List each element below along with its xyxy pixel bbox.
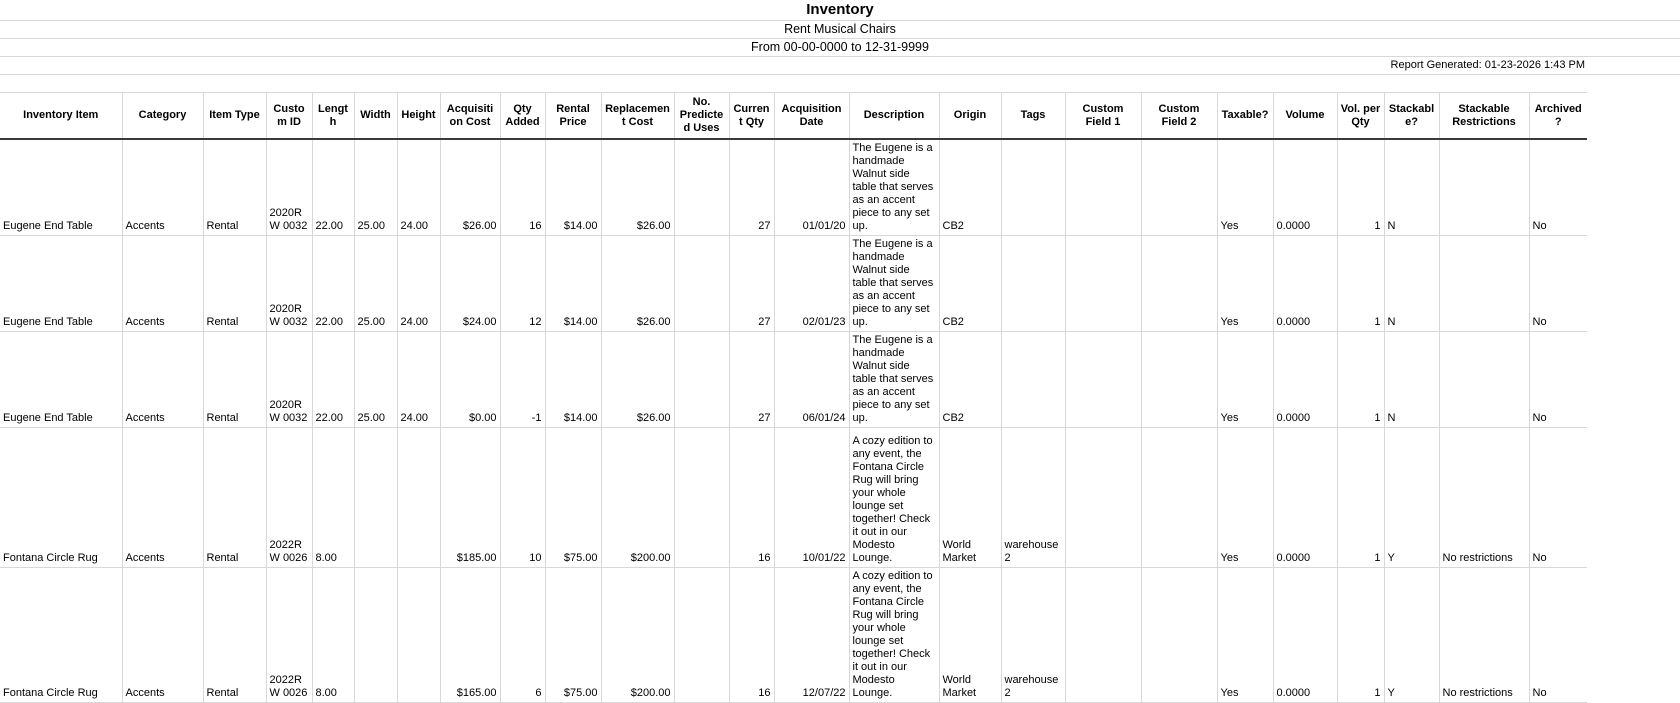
- cell-custom-id: 2022RW 0026: [266, 568, 312, 703]
- cell-stackable: N: [1384, 139, 1439, 236]
- cell-archived: No: [1529, 139, 1587, 236]
- cell-replacement-cost: $200.00: [601, 568, 674, 703]
- column-header-stackable: Stackable?: [1384, 93, 1439, 140]
- column-header-rental-price: Rental Price: [545, 93, 601, 140]
- cell-vol-per-qty: 1: [1337, 428, 1384, 568]
- column-header-vol-per-qty: Vol. per Qty: [1337, 93, 1384, 140]
- cell-custom-id: 2020RW 0032: [266, 139, 312, 236]
- cell-qty-added: 12: [500, 236, 545, 332]
- cell-inventory-item: Fontana Circle Rug: [0, 428, 122, 568]
- column-header-current-qty: Current Qty: [729, 93, 774, 140]
- cell-acquisition-cost: $185.00: [440, 428, 500, 568]
- cell-current-qty: 16: [729, 428, 774, 568]
- cell-custom-field-1: [1065, 428, 1141, 568]
- cell-custom-field-2: [1141, 236, 1217, 332]
- cell-tags: [1001, 236, 1065, 332]
- cell-height: 24.00: [397, 139, 440, 236]
- cell-no-predicted-uses: [674, 332, 729, 428]
- cell-rental-price: $14.00: [545, 332, 601, 428]
- cell-replacement-cost: $26.00: [601, 236, 674, 332]
- cell-description: The Eugene is a handmade Walnut side table that serves as an accent piece to any set up.: [849, 236, 939, 332]
- report-title-row: [0, 0, 1680, 21]
- column-header-qty-added: Qty Added: [500, 93, 545, 140]
- cell-rental-price: $75.00: [545, 428, 601, 568]
- cell-no-predicted-uses: [674, 428, 729, 568]
- cell-tags: [1001, 139, 1065, 236]
- cell-vol-per-qty: 1: [1337, 139, 1384, 236]
- cell-item-type: Rental: [203, 139, 266, 236]
- cell-volume: 0.0000: [1273, 236, 1337, 332]
- column-header-category: Category: [122, 93, 203, 140]
- report-subtitle-row: [0, 21, 1680, 39]
- cell-width: 25.00: [354, 236, 397, 332]
- report-generated-timestamp: Report Generated: 01-23-2026 1:43 PM: [0, 57, 1680, 75]
- table-row: [0, 236, 1587, 332]
- report-range-row: [0, 39, 1680, 57]
- cell-qty-added: -1: [500, 332, 545, 428]
- cell-taxable: Yes: [1217, 332, 1273, 428]
- cell-description: A cozy edition to any event, the Fontana Circle Rug will bring your whole lounge set together! Check it out in our Modesto Lounge.: [849, 568, 939, 703]
- column-header-custom-id: Custom ID: [266, 93, 312, 140]
- cell-length: 8.00: [312, 428, 354, 568]
- table-row: [0, 568, 1587, 703]
- cell-height: [397, 428, 440, 568]
- column-header-no-predicted-uses: No. Predicted Uses: [674, 93, 729, 140]
- cell-qty-added: 16: [500, 139, 545, 236]
- cell-length: 22.00: [312, 139, 354, 236]
- cell-archived: No: [1529, 428, 1587, 568]
- cell-taxable: Yes: [1217, 139, 1273, 236]
- cell-qty-added: 6: [500, 568, 545, 703]
- page-title: Inventory: [806, 1, 874, 18]
- cell-stackable: N: [1384, 236, 1439, 332]
- cell-category: Accents: [122, 236, 203, 332]
- cell-custom-field-1: [1065, 332, 1141, 428]
- cell-taxable: Yes: [1217, 568, 1273, 703]
- cell-origin: World Market: [939, 428, 1001, 568]
- cell-rental-price: $14.00: [545, 236, 601, 332]
- cell-archived: No: [1529, 236, 1587, 332]
- cell-category: Accents: [122, 332, 203, 428]
- cell-acquisition-date: 10/01/22: [774, 428, 849, 568]
- cell-category: Accents: [122, 139, 203, 236]
- spacer: [0, 75, 1680, 92]
- cell-replacement-cost: $26.00: [601, 332, 674, 428]
- column-header-taxable: Taxable?: [1217, 93, 1273, 140]
- cell-stackable: Y: [1384, 568, 1439, 703]
- column-header-origin: Origin: [939, 93, 1001, 140]
- cell-archived: No: [1529, 332, 1587, 428]
- cell-stackable: Y: [1384, 428, 1439, 568]
- cell-no-predicted-uses: [674, 568, 729, 703]
- cell-stackable-restrictions: No restrictions: [1439, 568, 1529, 703]
- cell-acquisition-cost: $26.00: [440, 139, 500, 236]
- cell-height: [397, 568, 440, 703]
- cell-tags: warehouse 2: [1001, 428, 1065, 568]
- cell-taxable: Yes: [1217, 428, 1273, 568]
- cell-custom-field-1: [1065, 568, 1141, 703]
- cell-current-qty: 16: [729, 568, 774, 703]
- cell-height: 24.00: [397, 332, 440, 428]
- cell-length: 22.00: [312, 332, 354, 428]
- cell-custom-field-2: [1141, 139, 1217, 236]
- cell-acquisition-cost: $0.00: [440, 332, 500, 428]
- column-header-description: Description: [849, 93, 939, 140]
- column-header-acquisition-cost: Acquisition Cost: [440, 93, 500, 140]
- cell-width: [354, 428, 397, 568]
- cell-tags: [1001, 332, 1065, 428]
- cell-item-type: Rental: [203, 236, 266, 332]
- cell-stackable-restrictions: [1439, 139, 1529, 236]
- cell-width: 25.00: [354, 139, 397, 236]
- cell-vol-per-qty: 1: [1337, 568, 1384, 703]
- cell-custom-field-1: [1065, 139, 1141, 236]
- cell-acquisition-date: 01/01/20: [774, 139, 849, 236]
- column-header-width: Width: [354, 93, 397, 140]
- cell-volume: 0.0000: [1273, 428, 1337, 568]
- cell-inventory-item: Eugene End Table: [0, 332, 122, 428]
- column-header-tags: Tags: [1001, 93, 1065, 140]
- cell-description: The Eugene is a handmade Walnut side table that serves as an accent piece to any set up.: [849, 332, 939, 428]
- table-row: [0, 428, 1587, 568]
- cell-category: Accents: [122, 568, 203, 703]
- cell-origin: CB2: [939, 236, 1001, 332]
- column-header-stackable-restrictions: Stackable Restrictions: [1439, 93, 1529, 140]
- cell-rental-price: $14.00: [545, 139, 601, 236]
- cell-acquisition-cost: $24.00: [440, 236, 500, 332]
- cell-tags: warehouse 2: [1001, 568, 1065, 703]
- cell-length: 22.00: [312, 236, 354, 332]
- cell-width: [354, 568, 397, 703]
- cell-description: A cozy edition to any event, the Fontana Circle Rug will bring your whole lounge set together! Check it out in our Modesto Lounge.: [849, 428, 939, 568]
- cell-width: 25.00: [354, 332, 397, 428]
- cell-item-type: Rental: [203, 568, 266, 703]
- cell-replacement-cost: $200.00: [601, 428, 674, 568]
- cell-description: The Eugene is a handmade Walnut side table that serves as an accent piece to any set up.: [849, 139, 939, 236]
- cell-inventory-item: Eugene End Table: [0, 139, 122, 236]
- cell-item-type: Rental: [203, 428, 266, 568]
- column-header-inventory-item: Inventory Item: [23, 109, 99, 121]
- cell-vol-per-qty: 1: [1337, 332, 1384, 428]
- cell-inventory-item: Eugene End Table: [0, 236, 122, 332]
- cell-volume: 0.0000: [1273, 568, 1337, 703]
- report-date-range: From 00-00-0000 to 12-31-9999: [751, 40, 929, 54]
- cell-length: 8.00: [312, 568, 354, 703]
- cell-rental-price: $75.00: [545, 568, 601, 703]
- inventory-table: [0, 92, 1587, 703]
- cell-inventory-item: Fontana Circle Rug: [0, 568, 122, 703]
- cell-taxable: Yes: [1217, 236, 1273, 332]
- cell-current-qty: 27: [729, 139, 774, 236]
- cell-archived: No: [1529, 568, 1587, 703]
- table-row: [0, 139, 1587, 236]
- column-header-custom-field-1: Custom Field 1: [1065, 93, 1141, 140]
- cell-origin: World Market: [939, 568, 1001, 703]
- cell-custom-field-2: [1141, 428, 1217, 568]
- cell-custom-id: 2022RW 0026: [266, 428, 312, 568]
- cell-stackable-restrictions: No restrictions: [1439, 428, 1529, 568]
- cell-origin: CB2: [939, 139, 1001, 236]
- cell-stackable: N: [1384, 332, 1439, 428]
- cell-current-qty: 27: [729, 332, 774, 428]
- column-header-replacement-cost: Replacement Cost: [601, 93, 674, 140]
- cell-custom-id: 2020RW 0032: [266, 332, 312, 428]
- column-header-length: Length: [312, 93, 354, 140]
- cell-volume: 0.0000: [1273, 332, 1337, 428]
- cell-qty-added: 10: [500, 428, 545, 568]
- header-row: [0, 93, 1587, 140]
- table-row: [0, 332, 1587, 428]
- cell-item-type: Rental: [203, 332, 266, 428]
- report-subtitle: Rent Musical Chairs: [784, 22, 896, 36]
- cell-no-predicted-uses: [674, 236, 729, 332]
- cell-vol-per-qty: 1: [1337, 236, 1384, 332]
- cell-custom-field-2: [1141, 332, 1217, 428]
- cell-volume: 0.0000: [1273, 139, 1337, 236]
- column-header-custom-field-2: Custom Field 2: [1141, 93, 1217, 140]
- cell-origin: CB2: [939, 332, 1001, 428]
- column-header-height: Height: [397, 93, 440, 140]
- cell-custom-field-2: [1141, 568, 1217, 703]
- column-header-archived: Archived?: [1529, 93, 1587, 140]
- cell-stackable-restrictions: [1439, 236, 1529, 332]
- cell-acquisition-date: 02/01/23: [774, 236, 849, 332]
- cell-acquisition-date: 06/01/24: [774, 332, 849, 428]
- inventory-table-body: [0, 139, 1587, 703]
- cell-height: 24.00: [397, 236, 440, 332]
- cell-replacement-cost: $26.00: [601, 139, 674, 236]
- cell-stackable-restrictions: [1439, 332, 1529, 428]
- cell-current-qty: 27: [729, 236, 774, 332]
- column-header-acquisition-date: Acquisition Date: [774, 93, 849, 140]
- cell-custom-field-1: [1065, 236, 1141, 332]
- column-header-volume: Volume: [1273, 93, 1337, 140]
- inventory-table-header: [0, 93, 1587, 140]
- cell-no-predicted-uses: [674, 139, 729, 236]
- cell-custom-id: 2020RW 0032: [266, 236, 312, 332]
- cell-category: Accents: [122, 428, 203, 568]
- cell-acquisition-date: 12/07/22: [774, 568, 849, 703]
- cell-acquisition-cost: $165.00: [440, 568, 500, 703]
- column-header-item-type: Item Type: [203, 93, 266, 140]
